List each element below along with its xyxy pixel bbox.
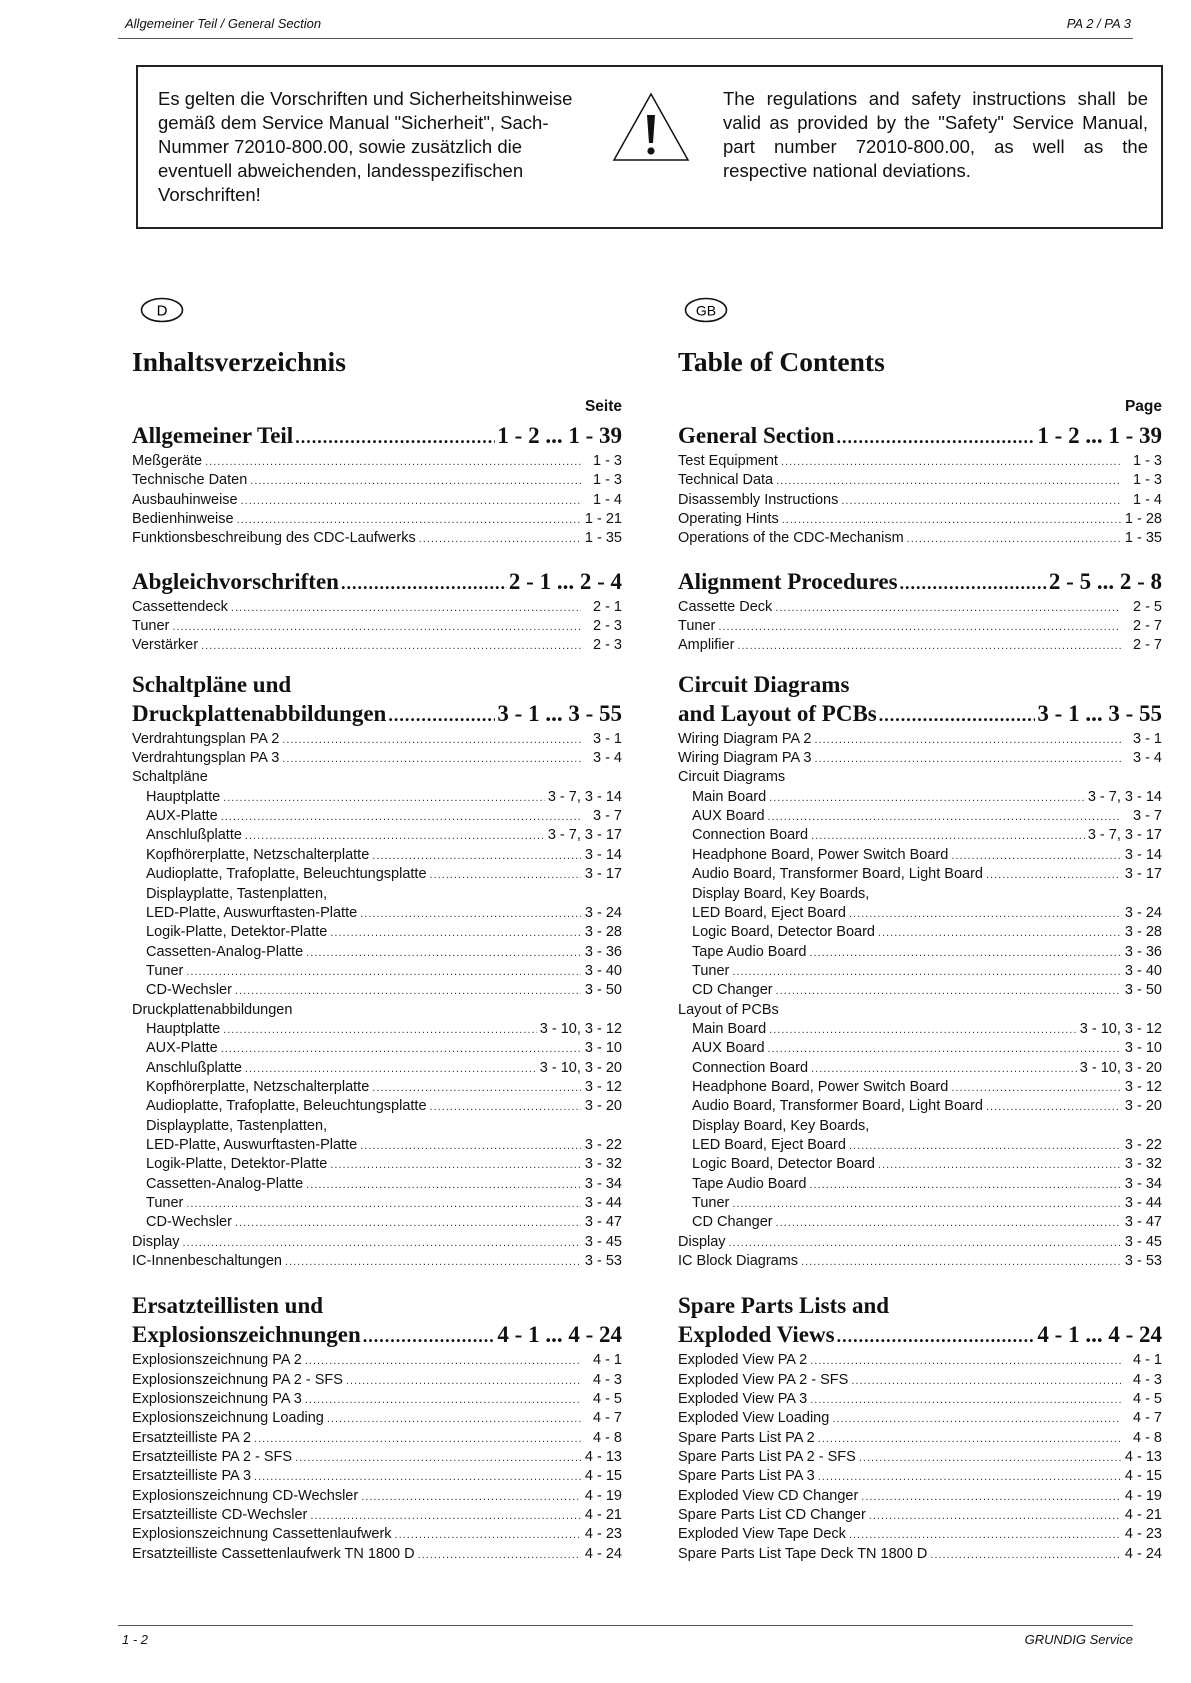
toc-entry: Headphone Board, Power Switch Board ..... 3 - 14 xyxy=(678,846,1162,865)
page-column-label: Page xyxy=(1124,398,1162,415)
section-heading: Explosionszeichnungen ..... 4 - 1 ... 4 - 24 xyxy=(132,1320,622,1351)
section-heading: Exploded Views ..... 4 - 1 ... 4 - 24 xyxy=(678,1320,1162,1351)
toc-subheading: Displayplatte, Tastenplatten, xyxy=(146,1117,328,1134)
toc-entry: CD Changer ..... 3 - 47 xyxy=(678,1213,1162,1232)
toc-entry: CD Changer ..... 3 - 50 xyxy=(678,981,1162,1000)
toc-entry: CD-Wechsler ..... 3 - 50 xyxy=(132,981,622,1000)
toc-entry: Test Equipment ..... 1 - 3 xyxy=(678,452,1162,471)
toc-subheading: Layout of PCBs xyxy=(678,1001,779,1018)
section-heading: General Section ..... 1 - 2 ... 1 - 39 xyxy=(678,421,1162,452)
language-badge-d xyxy=(140,297,184,323)
toc-entry: AUX-Platte ..... 3 - 7 xyxy=(132,807,622,826)
language-badge-gb xyxy=(684,297,728,323)
toc-entry: Spare Parts List Tape Deck TN 1800 D ..... 4 - 24 xyxy=(678,1545,1162,1564)
toc-entry: Spare Parts List CD Changer ..... 4 - 21 xyxy=(678,1506,1162,1525)
toc-entry: Exploded View Tape Deck ..... 4 - 23 xyxy=(678,1525,1162,1544)
toc-entry: AUX-Platte ..... 3 - 10 xyxy=(132,1039,622,1058)
toc-title: Table of Contents xyxy=(678,346,885,377)
section-heading-line1: Schaltpläne und xyxy=(132,671,292,697)
section-heading-line1: Circuit Diagrams xyxy=(678,671,850,697)
toc-entry: Audioplatte, Trafoplatte, Beleuchtungsplatte ..... 3 - 20 xyxy=(132,1097,622,1116)
toc-entry: Explosionszeichnung Cassettenlaufwerk ..... 4 - 23 xyxy=(132,1525,622,1544)
toc-entry: Tuner ..... 2 - 3 xyxy=(132,617,622,636)
toc-entry: Tuner ..... 3 - 44 xyxy=(678,1194,1162,1213)
toc-entry: Disassembly Instructions ..... 1 - 4 xyxy=(678,491,1162,510)
section-heading: Alignment Procedures ..... 2 - 5 ... 2 - 8 xyxy=(678,567,1162,598)
toc-entry: Verdrahtungsplan PA 3 ..... 3 - 4 xyxy=(132,749,622,768)
toc-entry: Cassettendeck ..... 2 - 1 xyxy=(132,598,622,617)
toc-entry: Display ..... 3 - 45 xyxy=(678,1233,1162,1252)
toc-entry: Operations of the CDC-Mechanism ..... 1 - 35 xyxy=(678,529,1162,548)
toc-entry: AUX Board ..... 3 - 7 xyxy=(678,807,1162,826)
notice-english: The regulations and safety instructions shall be valid as provided by the "Safety" Service Manual, part number 72010-800.00, as well as the respective national deviations. xyxy=(723,88,1148,181)
toc-entry: Exploded View Loading ..... 4 - 7 xyxy=(678,1409,1162,1428)
toc-entry: Tuner ..... 3 - 44 xyxy=(132,1194,622,1213)
toc-entry: Audioplatte, Trafoplatte, Beleuchtungsplatte ..... 3 - 17 xyxy=(132,865,622,884)
section-heading: Allgemeiner Teil ..... 1 - 2 ... 1 - 39 xyxy=(132,421,622,452)
toc-subheading: Circuit Diagrams xyxy=(678,769,786,786)
toc-entry: Bedienhinweise ..... 1 - 21 xyxy=(132,510,622,529)
toc-entry: Meßgeräte ..... 1 - 3 xyxy=(132,452,622,471)
toc-subheading: Display Board, Key Boards, xyxy=(692,1117,870,1134)
toc-entry: Cassetten-Analog-Platte ..... 3 - 36 xyxy=(132,943,622,962)
toc-entry: Logik-Platte, Detektor-Platte ..... 3 - 28 xyxy=(132,923,622,942)
toc-entry: Explosionszeichnung PA 3 ..... 4 - 5 xyxy=(132,1390,622,1409)
toc-entry: Hauptplatte ..... 3 - 7, 3 - 14 xyxy=(132,788,622,807)
toc-english xyxy=(678,345,1162,1578)
toc-entry: Kopfhörerplatte, Netzschalterplatte ..... 3 - 14 xyxy=(132,846,622,865)
toc-entry: Amplifier ..... 2 - 7 xyxy=(678,636,1162,655)
toc-entry: AUX Board ..... 3 - 10 xyxy=(678,1039,1162,1058)
toc-entry: LED Board, Eject Board ..... 3 - 24 xyxy=(678,904,1162,923)
toc-entry: Tape Audio Board ..... 3 - 36 xyxy=(678,943,1162,962)
toc-section-1 xyxy=(132,421,622,549)
toc-entry: Exploded View PA 2 ..... 4 - 1 xyxy=(678,1351,1162,1370)
toc-entry: Wiring Diagram PA 2 ..... 3 - 1 xyxy=(678,730,1162,749)
section-heading: and Layout of PCBs ..... 3 - 1 ... 3 - 55 xyxy=(678,699,1162,730)
toc-entry: Exploded View PA 2 - SFS ..... 4 - 3 xyxy=(678,1371,1162,1390)
toc-entry: Logic Board, Detector Board ..... 3 - 32 xyxy=(678,1155,1162,1174)
toc-entry: Audio Board, Transformer Board, Light Board ..... 3 - 20 xyxy=(678,1097,1162,1116)
warning-triangle-icon xyxy=(611,91,691,163)
toc-entry: Main Board ..... 3 - 10, 3 - 12 xyxy=(678,1020,1162,1039)
toc-entry: Connection Board ..... 3 - 10, 3 - 20 xyxy=(678,1059,1162,1078)
toc-entry: Spare Parts List PA 2 ..... 4 - 8 xyxy=(678,1429,1162,1448)
brand-footer: GRUNDIG Service xyxy=(1024,1632,1133,1647)
toc-entry: Anschlußplatte ..... 3 - 7, 3 - 17 xyxy=(132,826,622,845)
toc-entry: Funktionsbeschreibung des CDC-Laufwerks ..... 1 - 35 xyxy=(132,529,622,548)
toc-entry: CD-Wechsler ..... 3 - 47 xyxy=(132,1213,622,1232)
toc-entry: Spare Parts List PA 3 ..... 4 - 15 xyxy=(678,1467,1162,1486)
toc-subheading: Druckplattenabbildungen xyxy=(132,1001,293,1018)
toc-entry: Wiring Diagram PA 3 ..... 3 - 4 xyxy=(678,749,1162,768)
toc-entry: Main Board ..... 3 - 7, 3 - 14 xyxy=(678,788,1162,807)
toc-entry: LED Board, Eject Board ..... 3 - 22 xyxy=(678,1136,1162,1155)
toc-entry: Explosionszeichnung Loading ..... 4 - 7 xyxy=(132,1409,622,1428)
toc-section-4 xyxy=(132,1291,622,1564)
toc-entry: IC-Innenbeschaltungen ..... 3 - 53 xyxy=(132,1252,622,1271)
section-heading: Abgleichvorschriften ..... 2 - 1 ... 2 - 4 xyxy=(132,567,622,598)
toc-subheading: Schaltpläne xyxy=(132,769,208,786)
section-heading: Druckplattenabbildungen ..... 3 - 1 ... 3 - 55 xyxy=(132,699,622,730)
toc-entry: Headphone Board, Power Switch Board ..... 3 - 12 xyxy=(678,1078,1162,1097)
toc-entry: Ersatzteilliste PA 3 ..... 4 - 15 xyxy=(132,1467,622,1486)
toc-entry: Ersatzteilliste PA 2 ..... 4 - 8 xyxy=(132,1429,622,1448)
toc-entry: Audio Board, Transformer Board, Light Board ..... 3 - 17 xyxy=(678,865,1162,884)
toc-title: Inhaltsverzeichnis xyxy=(132,346,346,377)
badge-label: D xyxy=(156,302,168,320)
toc-entry: Exploded View PA 3 ..... 4 - 5 xyxy=(678,1390,1162,1409)
toc-entry: Spare Parts List PA 2 - SFS ..... 4 - 13 xyxy=(678,1448,1162,1467)
toc-subheading: Display Board, Key Boards, xyxy=(692,885,870,902)
section-heading-line1: Spare Parts Lists and xyxy=(678,1293,890,1319)
badge-label: GB xyxy=(695,302,717,319)
toc-entry: Tuner ..... 3 - 40 xyxy=(132,962,622,981)
footer-divider xyxy=(118,1625,1133,1626)
toc-entry: Hauptplatte ..... 3 - 10, 3 - 12 xyxy=(132,1020,622,1039)
toc-entry: Connection Board ..... 3 - 7, 3 - 17 xyxy=(678,826,1162,845)
toc-entry: Exploded View CD Changer ..... 4 - 19 xyxy=(678,1487,1162,1506)
toc-entry: Ersatzteilliste PA 2 - SFS ..... 4 - 13 xyxy=(132,1448,622,1467)
toc-entry: Logic Board, Detector Board ..... 3 - 28 xyxy=(678,923,1162,942)
toc-entry: Ersatzteilliste Cassettenlaufwerk TN 1800 D ..... 4 - 24 xyxy=(132,1545,622,1564)
header-left: Allgemeiner Teil / General Section xyxy=(125,16,322,31)
toc-section-2 xyxy=(132,567,622,656)
header-divider xyxy=(118,38,1133,39)
page-number: 1 - 2 xyxy=(122,1632,149,1647)
page-column-label: Seite xyxy=(584,398,622,415)
toc-entry: Tape Audio Board ..... 3 - 34 xyxy=(678,1175,1162,1194)
toc-entry: LED-Platte, Auswurftasten-Platte ..... 3 - 22 xyxy=(132,1136,622,1155)
toc-entry: Kopfhörerplatte, Netzschalterplatte ..... 3 - 12 xyxy=(132,1078,622,1097)
toc-entry: Anschlußplatte ..... 3 - 10, 3 - 20 xyxy=(132,1059,622,1078)
toc-entry: Explosionszeichnung CD-Wechsler ..... 4 - 19 xyxy=(132,1487,622,1506)
toc-entry: Technical Data ..... 1 - 3 xyxy=(678,471,1162,490)
toc-entry: Explosionszeichnung PA 2 - SFS ..... 4 - 3 xyxy=(132,1371,622,1390)
toc-entry: Explosionszeichnung PA 2 ..... 4 - 1 xyxy=(132,1351,622,1370)
toc-entry: Cassetten-Analog-Platte ..... 3 - 34 xyxy=(132,1175,622,1194)
toc-entry: Display ..... 3 - 45 xyxy=(132,1233,622,1252)
toc-section-1 xyxy=(678,421,1162,549)
toc-entry: Ersatzteilliste CD-Wechsler ..... 4 - 21 xyxy=(132,1506,622,1525)
toc-entry: Logik-Platte, Detektor-Platte ..... 3 - 32 xyxy=(132,1155,622,1174)
toc-entry: Tuner ..... 2 - 7 xyxy=(678,617,1162,636)
toc-section-3 xyxy=(678,670,1162,1272)
toc-section-4 xyxy=(678,1291,1162,1564)
toc-entry: Ausbauhinweise ..... 1 - 4 xyxy=(132,491,622,510)
header-right: PA 2 / PA 3 xyxy=(1066,16,1131,31)
toc-subheading: Displayplatte, Tastenplatten, xyxy=(146,885,328,902)
toc-entry: Operating Hints ..... 1 - 28 xyxy=(678,510,1162,529)
toc-entry: Verdrahtungsplan PA 2 ..... 3 - 1 xyxy=(132,730,622,749)
toc-entry: IC Block Diagrams ..... 3 - 53 xyxy=(678,1252,1162,1271)
toc-entry: Cassette Deck ..... 2 - 5 xyxy=(678,598,1162,617)
toc-entry: Verstärker ..... 2 - 3 xyxy=(132,636,622,655)
toc-entry: LED-Platte, Auswurftasten-Platte ..... 3 - 24 xyxy=(132,904,622,923)
toc-section-2 xyxy=(678,567,1162,656)
toc-section-3 xyxy=(132,670,622,1272)
section-heading-line1: Ersatzteillisten und xyxy=(132,1293,324,1319)
toc-german xyxy=(132,345,622,1578)
safety-notice xyxy=(136,65,1163,229)
toc-entry: Tuner ..... 3 - 40 xyxy=(678,962,1162,981)
notice-german: Es gelten die Vorschriften und Sicherheitshinweise gemäß dem Service Manual "Sicherheit", Sach-Nummer 72010-800.00, sowie zusätzlich die eventuell abweichenden, landesspezifischen Vorschriften! xyxy=(158,88,573,205)
toc-entry: Technische Daten ..... 1 - 3 xyxy=(132,471,622,490)
